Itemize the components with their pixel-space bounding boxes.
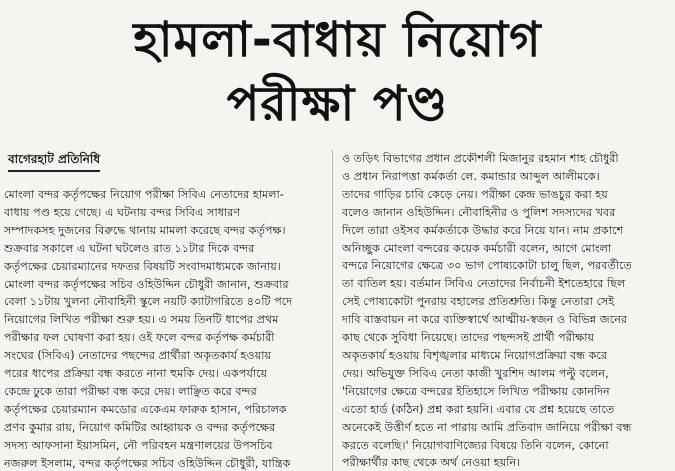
text-line: পরের ধাপের প্রক্রিয়া বন্ধ করতে নানা হুমকি দেয়। একপর্যায়ে bbox=[4, 367, 268, 381]
text-line: কর্তৃপক্ষের চেয়ারম্যান কমডোর একেএম ফারুক হাসান, পরিচালক bbox=[4, 402, 287, 416]
text-line: সেই পোষ্যকোটা পুনরায় বহালের প্রতিশ্রুতি। কিন্তু নেতারা সেই bbox=[342, 295, 615, 309]
text-line: 'নিয়োগের ক্ষেত্রে বন্দরের ইতিহাসে লিখিত পরীক্ষায় কোনদিন bbox=[342, 384, 610, 398]
text-line: সদস্য আফসানা ইয়াসমিন, নৌ পরিবহন মন্ত্রণালয়ের উপসচিব bbox=[4, 438, 273, 452]
text-line: অনিচ্ছুক মোংলা বন্দরের কয়েক কর্মচারী বলেন, আগে মোংলা bbox=[342, 241, 612, 255]
text-line: কেন্দ্রে ঢুকে তারা পরীক্ষা বন্ধ করে দেয়। লাঞ্ছিত করে বন্দর bbox=[4, 384, 257, 398]
byline: বাগেরহাট প্রতিনিধি bbox=[8, 150, 100, 172]
text-line: কাছ থেকে সুবিধা নিয়েছে। তাদের পছন্দসই প্রার্থী পরীক্ষায় bbox=[342, 331, 595, 345]
text-line: সংঘের (সিবিএ) নেতাদের পছন্দের প্রার্থীরা অকৃতকার্য হওয়ায় bbox=[4, 349, 272, 363]
text-line: বলেও জানান ওহিউদ্দিন। নৌবাহিনীর ও পুলিশ সদস্যদের খবর bbox=[342, 205, 616, 219]
text-line: মোংলা বন্দর কর্তৃপক্ষের নিয়োগ পরীক্ষা সিবিএ নেতাদের হামলা- bbox=[4, 188, 284, 201]
text-line: অকৃতকার্য হওয়ায় বিশৃঙ্খলার মাধ্যমে নিয়োগপ্রক্রিয়া বন্ধ করে bbox=[342, 348, 608, 362]
headline-line-2: পরীক্ষা পণ্ড bbox=[226, 76, 449, 132]
text-line: পরীক্ষার ফল ঘোষণা করা হয়। ওই ফলে বন্দর কর্তৃপক্ষ কর্মচারী bbox=[4, 331, 275, 345]
text-line: করতে বলেছি।' নিয়োগবাণিজ্যের বিষয়ে তিনি বলেন, কোনো bbox=[342, 438, 609, 452]
text-line: মোংলা বন্দর কর্তৃপক্ষের সচিব ওহিউদ্দিন চৌধুরী জানান, শুক্রবার bbox=[4, 277, 289, 291]
text-line: বেলা ১১টায় খুলনা নৌবাহিনী স্কুলে নয়টি ক্যাটাগরিতে ৪০টি পদে bbox=[4, 295, 293, 309]
headline bbox=[0, 0, 675, 140]
text-line: নিয়োগের লিখিত পরীক্ষা শুরু হয়। এ সময় তিনটি ধাপের প্রথম bbox=[4, 313, 279, 327]
text-line: তাদের গাড়ির চাবি কেড়ে নেয়। পরীক্ষা কেন্দ্র ভাঙচুর করা হয় bbox=[342, 187, 608, 201]
text-line: বন্দরে নিয়োগের ক্ষেত্রে ৩০ ভাগ পোষ্যকোটা চালু ছিল, পরবর্তীতে bbox=[342, 259, 632, 273]
text-line: সম্পাদকসহ দুজনের বিরুদ্ধে থানায় মামলা করেছে বন্দর কর্তৃপক্ষ। bbox=[4, 223, 286, 237]
text-line: নজরুল ইসলাম, বন্দর কর্তৃপক্ষের সচিব ওহিউদ্দিন চৌধুরী, যান্ত্রিক bbox=[4, 456, 291, 470]
headline-line-1: হামলা-বাধায় নিয়োগ bbox=[133, 12, 542, 68]
text-line: দেয়। অভিযুক্ত সিবিএ নেতা কাজী খুরশিদ আলম পল্টু বলেন, bbox=[342, 366, 609, 380]
article-right-column bbox=[342, 150, 671, 471]
text-line: কর্তৃপক্ষের চেয়ারম্যানের দফতর বিষয়টি সংবাদমাধ্যমকে জানায়। bbox=[4, 259, 281, 273]
text-line: তা বাতিল হয়। বর্তমান সিবিএ নেতাদের নির্বাচনী ইশতেহারে ছিল bbox=[342, 277, 626, 291]
text-line: শুক্রবার সকালে এ ঘটনা ঘটলেও রাত ১১টার দিকে বন্দর bbox=[4, 241, 255, 255]
text-line: বাধায় পণ্ড হয়ে গেছে। এ ঘটনায় বন্দর সিবিএ সাধারণ bbox=[4, 205, 241, 219]
text-line: দিলে তারা ওইসব কর্মকর্তাকে উদ্ধার করে নিয়ে যান। নাম প্রকাশে bbox=[342, 223, 624, 237]
text-line: ও তড়িৎ বিভাগের প্রধান প্রকৌশলী মিজানুর রহমান শাহ চৌধুরী bbox=[342, 152, 619, 165]
text-line: প্রণব কুমার রায়, নিয়োগ কমিটির আহ্বায়ক ও বন্দর কর্তৃপক্ষের bbox=[4, 420, 276, 434]
text-line: ও প্রধান নিরাপত্তা কর্মকর্তা লে. কমান্ডার আব্দুল আলীমকে। bbox=[342, 169, 600, 183]
text-line: দাবি বাস্তবায়ন না করে ব্যক্তিস্বার্থে আত্মীয়-স্বজন ও বিভিন্ন জনের bbox=[342, 313, 628, 327]
text-line: পরীক্ষার্থীর কাছ থেকে অর্থ নেওয়া হয়নি। bbox=[342, 456, 521, 470]
text-line: এতো হার্ড (কঠিন) প্রশ্ন করা হয়নি। এবার যে প্রশ্ন হয়েছে তাতে bbox=[342, 402, 615, 416]
article-left-column bbox=[4, 150, 325, 471]
text-line: অনেকেই উত্তীর্ণ হতে না পারায় আমি প্রতিবাদ জানিয়ে পরীক্ষা বন্ধ bbox=[342, 420, 632, 434]
left-column-body bbox=[4, 186, 325, 471]
column-divider bbox=[332, 150, 333, 471]
